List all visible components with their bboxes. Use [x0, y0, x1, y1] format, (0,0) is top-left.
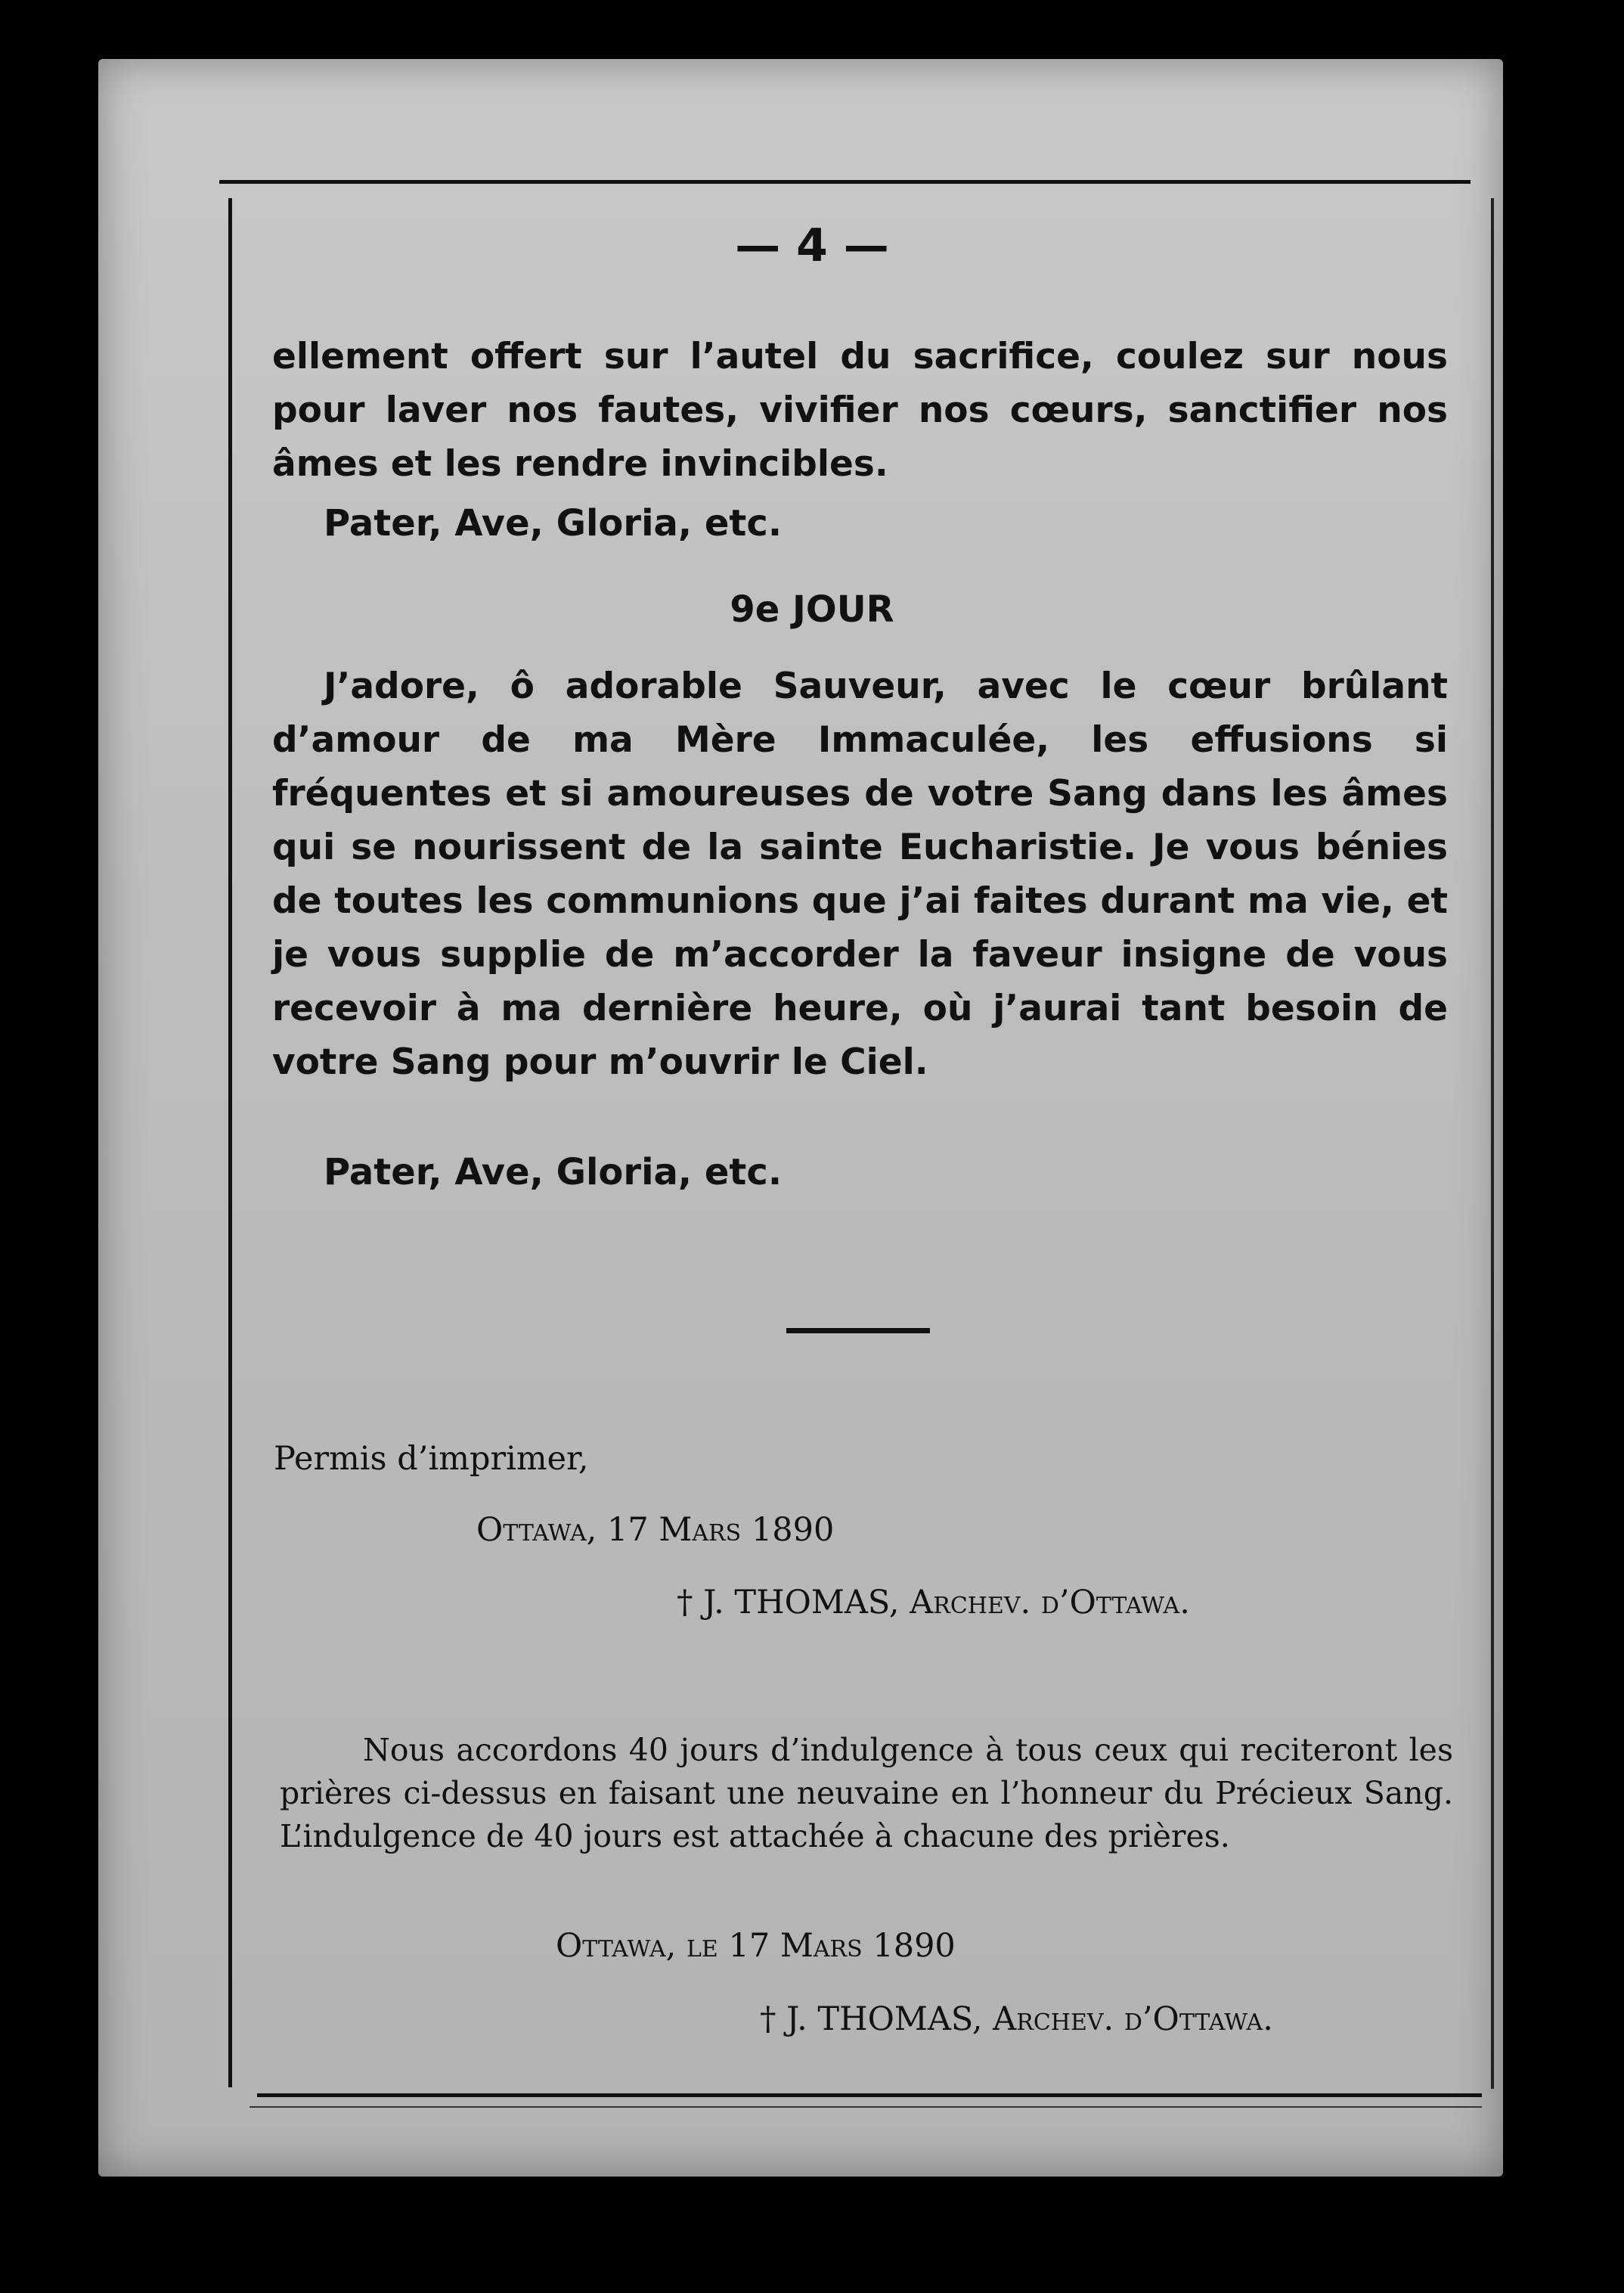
- day-heading: 9e JOUR: [730, 588, 894, 631]
- frame-rule-bottom: [257, 2093, 1482, 2097]
- indulgence-date: Ottawa, le 17 Mars 1890: [556, 1927, 956, 1965]
- indulgence-signature: † J. THOMAS, Archev. d’Ottawa.: [760, 2000, 1273, 2038]
- indulgence-paragraph: Nous accordons 40 jours d’indulgence à tous ceux qui reciteront les prières ci-dessus en faisant une neuvaine en l’honneur du Précieux Sang. L’indulgence de 40 jours est attachée à chacune des prières.: [280, 1732, 1453, 1854]
- prayer-paragraph-continued: ellement offert sur l’autel du sacrifice, coulez sur nous pour laver nos fautes, vivifier nos cœurs, sanctifier nos âmes et les rendre invincibles.: [272, 336, 1448, 485]
- frame-rule-right: [1491, 198, 1494, 2089]
- frame-rule-bottom-thin: [249, 2106, 1482, 2108]
- section-divider: [786, 1328, 930, 1333]
- imprimatur-date: Ottawa, 17 Mars 1890: [476, 1511, 835, 1549]
- frame-rule-left: [228, 198, 232, 2087]
- imprimatur-permis: Permis d’imprimer,: [274, 1440, 589, 1478]
- refrain-pater-ave-2: Pater, Ave, Gloria, etc.: [324, 1151, 783, 1193]
- refrain-pater-ave: Pater, Ave, Gloria, etc.: [324, 502, 783, 545]
- imprimatur-signature: † J. THOMAS, Archev. d’Ottawa.: [677, 1584, 1190, 1621]
- page-number: — 4 —: [735, 219, 889, 272]
- prayer-paragraph-day-9: J’adore, ô adorable Sauveur, avec le cœur brûlant d’amour de ma Mère Immaculée, les effusions si fréquentes et si amoureuses de votre Sang dans les âmes qui se nourissent de la sainte Eucharistie. Je vous bénies de toutes les communions que j’ai faites durant ma vie, et je vous supplie de m’accorder la faveur insigne de vous recevoir à ma dernière heure, où j’aurai tant besoin de votre Sang pour m’ouvrir le Ciel.: [272, 666, 1448, 1083]
- frame-rule-top: [219, 180, 1471, 184]
